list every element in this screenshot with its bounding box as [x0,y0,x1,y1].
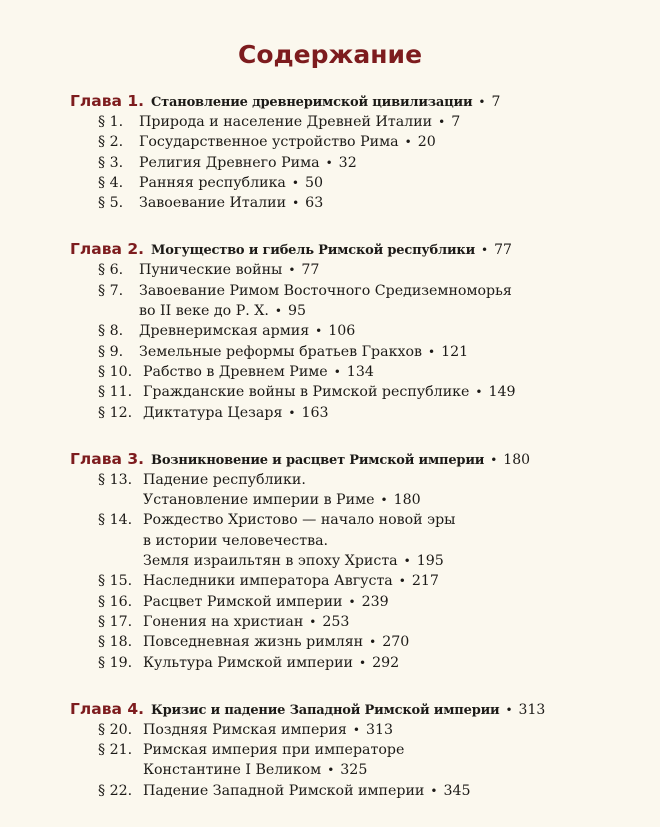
section-page-number: 313 [365,721,394,738]
chapter-heading[interactable] [70,239,640,260]
section-number: § 17. [98,613,133,630]
section-title-text: Константине I Великом [143,762,322,779]
section-page-number: 163 [301,404,329,421]
section-page-number: 63 [305,195,324,212]
toc-entry[interactable] [70,571,640,591]
separator-dot: • [288,263,296,278]
section-page-number: 95 [287,303,307,320]
section-title-line [143,720,393,740]
section-page-number: 195 [416,553,444,570]
section-number: § 19. [98,654,133,671]
toc-entry[interactable] [70,321,640,341]
section-page-number: 292 [372,654,400,671]
section-number: § 6. [98,262,124,279]
section-title-line [139,173,323,193]
section-number: § 16. [98,593,133,610]
section-title-text: Ранняя республика [139,174,286,191]
separator-dot: • [438,115,446,129]
section-title-line [143,612,349,632]
section-page-number: 77 [301,262,320,279]
separator-dot: • [481,243,489,258]
section-number: § 7. [98,282,124,299]
section-title [143,382,516,402]
section-title [143,653,399,673]
section-number: § 21. [98,742,133,759]
chapter-page-number: 7 [491,94,501,110]
toc-entry[interactable] [70,781,640,801]
separator-dot: • [309,614,317,629]
section-page-number: 20 [417,134,436,151]
separator-dot: • [325,155,333,170]
section-number: § 5. [98,195,124,212]
section-title-line [143,510,455,530]
toc-entry[interactable] [70,740,640,781]
section-title-text: Римская империя при императоре [143,742,405,759]
section-title-line [139,301,512,321]
page-title: Содержание [237,40,423,69]
section-page-number: 121 [441,343,469,360]
section-page-number: 149 [488,384,516,401]
section-title [139,281,512,322]
section-title-line [143,632,409,652]
section-title-line [139,153,357,173]
section-title-line [143,403,329,423]
section-page-number: 180 [393,492,421,509]
section-title-line [143,531,455,551]
section-title [143,720,393,740]
toc-entry[interactable] [70,362,640,382]
section-title [139,112,460,132]
chapter [70,91,640,213]
chapter-heading[interactable] [70,699,640,720]
separator-dot: • [403,554,411,569]
section-title [139,342,468,362]
chapter-page-number: 77 [494,242,512,259]
section-page-number: 7 [451,114,461,130]
section-title-line [143,382,516,402]
section-title-text: Гражданские войны в Римской республике [143,384,470,401]
section-title-line [139,260,319,280]
separator-dot: • [327,763,335,778]
section-title-text: Поздняя Римская империя [143,721,347,738]
toc-entry[interactable] [70,510,640,571]
section-title-text: Религия Древнего Рима [139,154,320,171]
section-title-text: Наследники императора Августа [143,573,393,590]
section-title-text: в истории человечества. [143,532,329,549]
section-number: § 15. [98,573,133,590]
toc-entry[interactable] [70,720,640,740]
section-title [143,510,455,571]
section-title-text: Древнеримская армия [139,323,310,340]
section-title-line [143,760,404,780]
separator-dot: • [430,783,438,798]
section-page-number: 253 [322,613,350,630]
separator-dot: • [288,405,296,420]
section-number: § 11. [98,384,133,401]
separator-dot: • [333,364,341,379]
section-number: § 8. [98,323,124,340]
toc-entry[interactable] [70,470,640,511]
section-page-number: 106 [328,323,356,340]
section-title-text: Пунические войны [139,262,283,279]
separator-dot: • [505,702,513,717]
section-title [139,193,323,213]
section-title [143,470,421,511]
toc-entry[interactable] [70,342,640,362]
section-title [139,132,436,152]
section-title-text: Расцвет Римской империи [143,593,343,610]
section-title-text: Повседневная жизнь римлян [143,634,364,651]
separator-dot: • [490,452,498,467]
section-title-text: Государственное устройство Рима [139,134,399,151]
section-number: § 2. [98,134,124,151]
section-title-line [139,321,355,341]
section-title [143,403,329,423]
section-number: § 1. [98,114,124,130]
section-title-text: Завоевание Италии [139,195,287,212]
separator-dot: • [380,493,388,508]
section-title-line [139,342,468,362]
toc-entry[interactable] [70,382,640,402]
section-number: § 14. [98,512,133,529]
section-title-line [143,653,399,673]
section-title-text: Земля израильтян в эпоху Христа [143,553,398,570]
separator-dot: • [274,304,282,319]
section-title [143,362,374,382]
section-title [143,571,439,591]
section-title [143,632,409,652]
toc-entry[interactable] [70,153,640,173]
separator-dot: • [478,95,486,109]
section-page-number: 134 [346,363,374,380]
separator-dot: • [352,722,360,737]
toc-entry[interactable] [70,403,640,423]
chapter-heading[interactable] [70,91,640,112]
section-number: § 18. [98,634,133,651]
chapter [70,449,640,673]
chapter-label: Глава 2. [70,240,145,259]
section-page-number: 325 [340,762,368,779]
section-title-line [143,362,374,382]
section-title [143,612,349,632]
section-page-number: 345 [443,782,471,799]
section-title-text: Рождество Христово — начало новой эры [143,512,456,529]
toc-entry[interactable] [70,281,640,322]
section-title [139,260,319,280]
section-number: § 9. [98,343,124,360]
section-title-text: Падение Западной Римской империи [143,782,425,799]
section-number: § 10. [98,363,133,380]
chapter-page-number: 313 [518,701,546,718]
chapter-title: Кризис и падение Западной Римской империи [151,702,500,718]
section-number: § 12. [98,404,133,421]
section-title-text: Диктатура Цезаря [143,404,283,421]
section-title-text: Установление империи в Риме [143,492,375,509]
separator-dot: • [292,196,300,211]
section-title-text: Природа и население Древней Италии [139,114,433,130]
section-title-line [143,571,439,591]
section-title-line [143,592,389,612]
toc-entry[interactable] [70,612,640,632]
chapter-heading[interactable] [70,449,640,470]
section-page-number: 32 [338,154,357,171]
section-title [139,321,355,341]
toc-entry[interactable] [70,193,640,213]
section-title [139,173,323,193]
section-title-line [139,193,323,213]
section-title-text: Завоевание Римом Восточного Средиземноморья [139,282,512,299]
section-title-line [143,470,421,490]
chapter-title: Становление древнеримской цивилизации [151,95,473,110]
separator-dot: • [291,175,299,190]
separator-dot: • [475,385,483,400]
section-number: § 4. [98,174,124,191]
section-title-line [139,281,512,301]
chapter-label: Глава 3. [70,449,145,468]
table-of-contents [70,91,640,827]
toc-entry[interactable] [70,592,640,612]
toc-entry[interactable] [70,260,640,280]
section-title-line [143,490,421,510]
section-title-text: Культура Римской империи [143,654,354,671]
toc-entry[interactable] [70,632,640,652]
section-number: § 22. [98,782,133,799]
section-page-number: 217 [411,573,439,590]
section-page-number: 239 [361,593,389,610]
section-title [139,153,357,173]
separator-dot: • [404,135,412,150]
section-title-text: во II веке до Р. Х. [139,303,269,320]
section-title-text: Гонения на христиан [143,613,304,630]
section-title [143,781,471,801]
section-title [143,592,389,612]
section-title-text: Земельные реформы братьев Гракхов [139,343,422,360]
section-page-number: 270 [382,634,410,651]
section-title-line [139,132,436,152]
section-title-line [143,551,455,571]
separator-dot: • [315,324,323,339]
chapter-page-number: 180 [503,451,531,468]
section-number: § 13. [98,471,133,488]
section-title-line [139,112,460,132]
toc-entry[interactable] [70,112,640,132]
chapter-title: Возникновение и расцвет Римской империи [151,452,485,468]
section-title-text: Падение республики. [143,471,306,488]
section-title-line [143,781,471,801]
chapter [70,699,640,801]
chapter-title: Могущество и гибель Римской республики [151,243,476,259]
separator-dot: • [348,594,356,609]
separator-dot: • [398,574,406,589]
chapter-label: Глава 1. [70,92,145,110]
chapter-label: Глава 4. [70,699,145,718]
chapter [70,239,640,422]
toc-entry[interactable] [70,173,640,193]
separator-dot: • [427,344,436,359]
section-title-line [143,740,404,760]
separator-dot: • [359,655,367,670]
section-number: § 3. [98,154,124,171]
section-page-number: 50 [304,174,324,191]
separator-dot: • [369,635,377,650]
toc-entry[interactable] [70,653,640,673]
section-title [143,740,404,781]
section-title-text: Рабство в Древнем Риме [143,363,328,380]
section-number: § 20. [98,721,133,738]
toc-entry[interactable] [70,132,640,152]
